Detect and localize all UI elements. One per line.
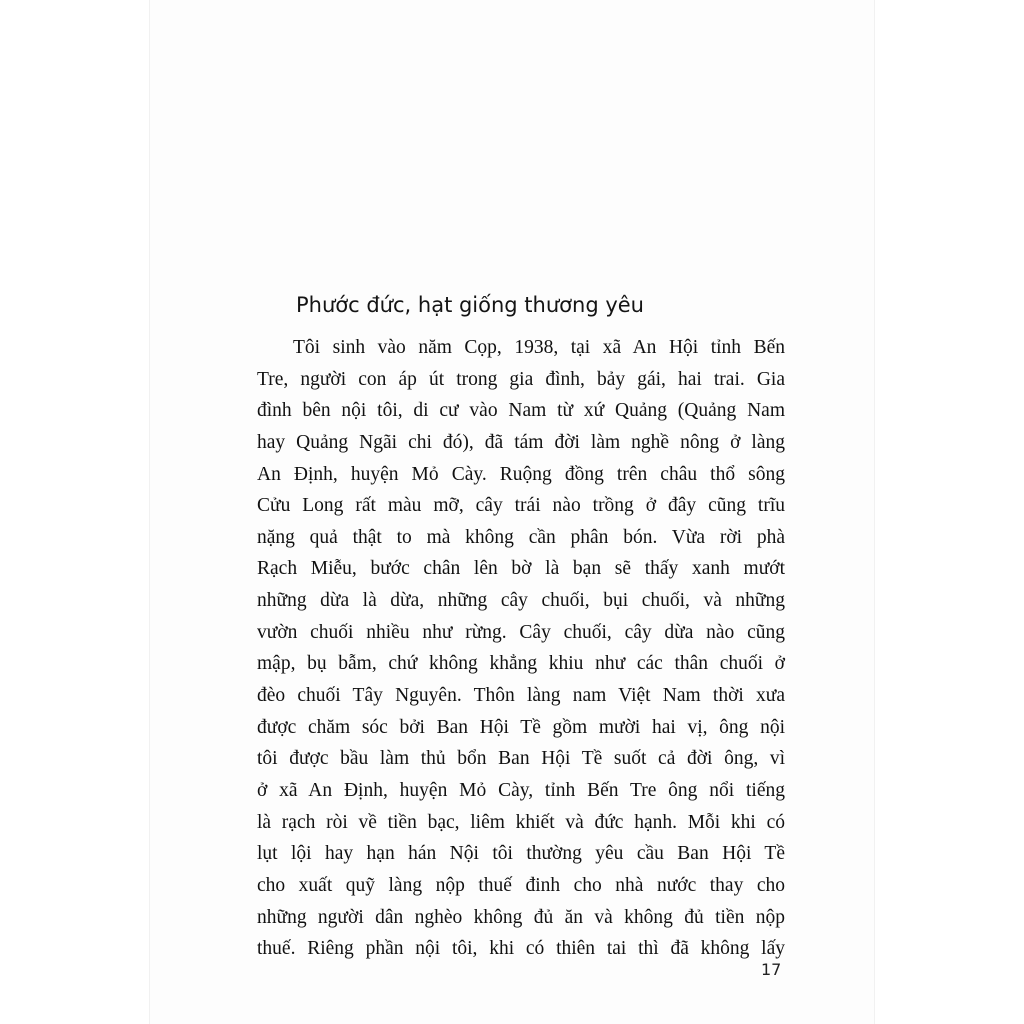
text-line: những người dân nghèo không đủ ăn và không đủ tiền nộp bbox=[257, 906, 785, 928]
text-line: vườn chuối nhiều như rừng. Cây chuối, cây dừa nào cũng bbox=[257, 621, 785, 643]
text-line: thuế. Riêng phần nội tôi, khi có thiên tai thì đã không lấy bbox=[257, 938, 785, 960]
text-line: đình bên nội tôi, di cư vào Nam từ xứ Quảng (Quảng Nam bbox=[257, 400, 785, 422]
text-line: những dừa là dừa, những cây chuối, bụi chuối, và những bbox=[257, 590, 785, 612]
text-line: cho xuất quỹ làng nộp thuế đinh cho nhà nước thay cho bbox=[257, 874, 785, 896]
text-line: đèo chuối Tây Nguyên. Thôn làng nam Việt Nam thời xưa bbox=[257, 685, 785, 707]
page-number: 17 bbox=[761, 960, 782, 979]
chapter-title: Phước đức, hạt giống thương yêu bbox=[296, 293, 644, 317]
text-line: lụt lội hay hạn hán Nội tôi thường yêu cầu Ban Hội Tề bbox=[257, 843, 785, 865]
text-line: An Định, huyện Mỏ Cày. Ruộng đồng trên châu thổ sông bbox=[257, 463, 785, 485]
text-line: Rạch Miễu, bước chân lên bờ là bạn sẽ thấy xanh mướt bbox=[257, 558, 785, 580]
text-line: Tre, người con áp út trong gia đình, bảy gái, hai trai. Gia bbox=[257, 368, 785, 390]
text-line: tôi được bầu làm thủ bổn Ban Hội Tề suốt cả đời ông, vì bbox=[257, 748, 785, 770]
text-line: Tôi sinh vào năm Cọp, 1938, tại xã An Hội tỉnh Bến bbox=[293, 337, 785, 358]
text-line: được chăm sóc bởi Ban Hội Tề gồm mười hai vị, ông nội bbox=[257, 716, 785, 738]
chapter-body bbox=[257, 332, 785, 965]
text-line: Cửu Long rất màu mỡ, cây trái nào trồng ở đây cũng trĩu bbox=[257, 495, 785, 517]
text-line: mập, bụ bẫm, chứ không khẳng khiu như các thân chuối ở bbox=[257, 653, 785, 675]
text-line: hay Quảng Ngãi chi đó), đã tám đời làm nghề nông ở làng bbox=[257, 431, 785, 453]
text-line: nặng quả thật to mà không cần phân bón. Vừa rời phà bbox=[257, 526, 785, 548]
text-line: là rạch ròi về tiền bạc, liêm khiết và đức hạnh. Mỗi khi có bbox=[257, 811, 785, 833]
text-line: ở xã An Định, huyện Mỏ Cày, tỉnh Bến Tre ông nổi tiếng bbox=[257, 779, 785, 801]
